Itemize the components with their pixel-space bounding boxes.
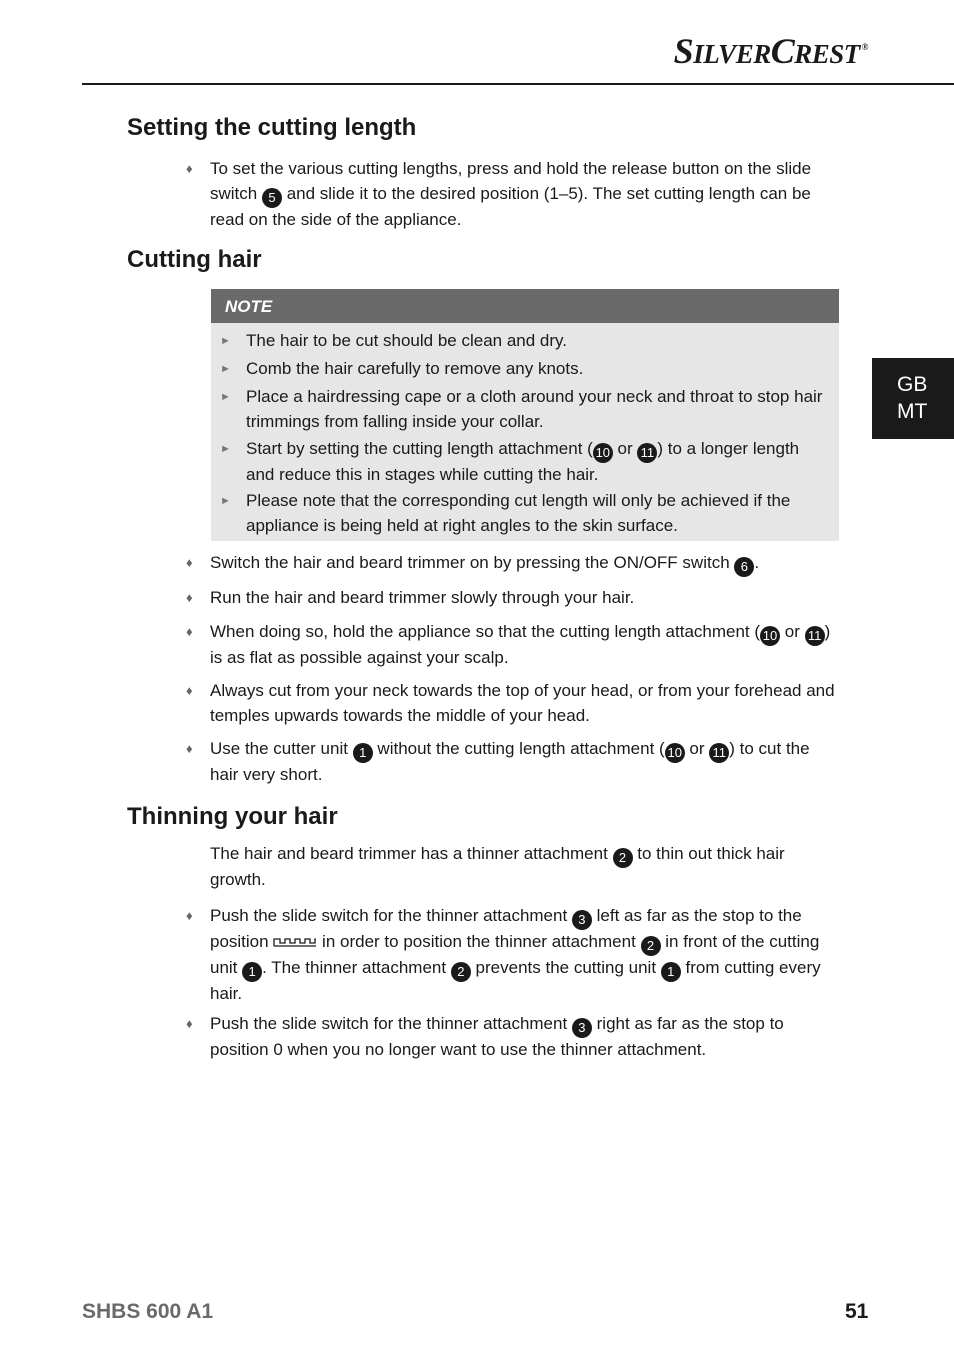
cutting-bullet-5: Use the cutter unit 1 without the cutting length attachment ( 10 or 11 ) to cut the hair very short. [210,739,810,784]
thinning-intro: The hair and beard trimmer has a thinner attachment 2 to thin out thick hair growth. [210,844,785,889]
setting-bullet-1: To set the various cutting lengths, press and hold the release button on the slide switch 5 and slide it to the desired position (1–5). The set cutting length can be read on the side of the appliance. [210,159,812,229]
ref-number: 2 [451,962,471,982]
bullet-icon: ♦ [186,741,193,756]
ref-number: 1 [661,962,681,982]
ref-number: 2 [613,848,633,868]
ref-number: 3 [572,910,592,930]
heading-thinning-hair: Thinning your hair [127,803,338,830]
thinner-position-icon [273,936,317,948]
arrow-icon: ► [220,495,231,507]
arrow-icon: ► [220,391,231,403]
note-item-4: Start by setting the cutting length attachment ( 10 or 11 ) to a longer length and reduce this in stages while cutting the hair. [246,439,800,484]
ref-number: 10 [760,626,780,646]
ref-number: 11 [637,443,657,463]
note-item-5: Please note that the corresponding cut length will only be achieved if the appliance is being held at right angles to the skin surface. [246,491,791,535]
arrow-icon: ► [220,363,231,375]
bullet-icon: ♦ [186,908,193,923]
ref-number: 6 [734,557,754,577]
heading-setting-cutting-length: Setting the cutting length [127,114,417,141]
thinning-bullet-1: Push the slide switch for the thinner attachment 3 left as far as the stop to the position in order to position the thinner attachment 2 in front of the cutting unit 1 . The thinner attachment 2 prevents the cutting unit 1 from cutting every hair. [210,906,821,1003]
language-tab: GB MT [872,358,954,439]
bullet-icon: ♦ [186,161,193,176]
brand-logo: SILVERCREST ® [673,31,868,71]
note-item-2: Comb the hair carefully to remove any knots. [246,359,584,378]
ref-number: 11 [709,743,729,763]
bullet-icon: ♦ [186,683,193,698]
note-item-1: The hair to be cut should be clean and dry. [246,331,567,350]
cutting-bullet-3: When doing so, hold the appliance so that the cutting length attachment ( 10 or 11 ) is as flat as possible against your scalp. [210,622,831,667]
bullet-icon: ♦ [186,624,193,639]
ref-number: 10 [593,443,613,463]
note-title: NOTE [211,289,839,323]
ref-number: 11 [805,626,825,646]
thinning-bullet-2: Push the slide switch for the thinner attachment 3 right as far as the stop to position 0 when you no longer want to use the thinner attachment. [210,1014,784,1059]
note-box [211,289,839,541]
bullet-icon: ♦ [186,590,193,605]
cutting-bullet-1: Switch the hair and beard trimmer on by pressing the ON/OFF switch 6 . [210,551,840,577]
ref-number: 1 [242,962,262,982]
ref-number: 1 [353,743,373,763]
page-number: 51 [845,1300,869,1323]
note-item-3: Place a hairdressing cape or a cloth around your neck and throat to stop hair trimmings from falling inside your collar. [246,387,823,431]
ref-number: 2 [641,936,661,956]
footer-model: SHBS 600 A1 [82,1300,214,1323]
header-rule [82,83,954,85]
cutting-bullet-2: Run the hair and beard trimmer slowly through your hair. [210,588,635,607]
bullet-icon: ♦ [186,1016,193,1031]
ref-number: 10 [665,743,685,763]
arrow-icon: ► [220,335,231,347]
heading-cutting-hair: Cutting hair [127,246,262,273]
bullet-icon: ♦ [186,555,193,570]
ref-number: 3 [572,1018,592,1038]
arrow-icon: ► [220,443,231,455]
ref-number: 5 [262,188,282,208]
cutting-bullet-4: Always cut from your neck towards the top of your head, or from your forehead and temples upwards towards the middle of your head. [210,681,835,725]
